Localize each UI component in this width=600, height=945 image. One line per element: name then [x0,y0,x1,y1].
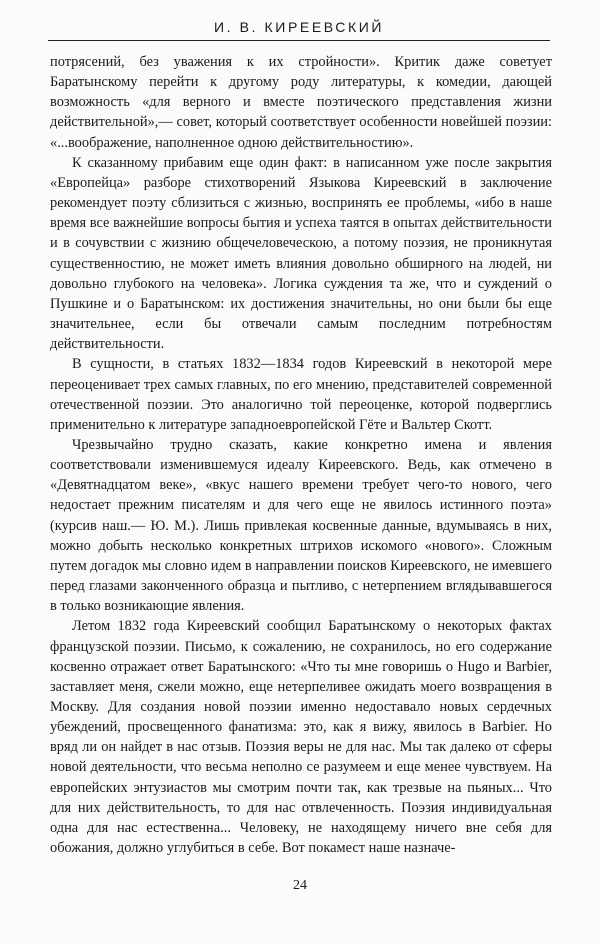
paragraph: К сказанному прибавим еще один факт: в написанном уже после закрытия «Европейца» разборе стихотворений Языкова Киреевский в заключение рекомендует поэту сблизиться с жизнью, воспринять ее проблемы, «ибо в наше время все важнейшие вопросы бытия и успеха таятся в опытах действительности и в сочувствии с жизнию общечеловеческою, а потому поэзия, не проникнутая существенностию, не может иметь влияния довольно обширного на людей, ни довольно глубокого на человека». Логика суждения та же, что и суждений о Пушкине и о Баратынском: их достижения значительны, но они были бы еще значительнее, если бы отвечали самым последним потребностям действительности. [50,154,552,353]
header-rule [48,40,550,41]
text-body [50,52,552,858]
page-number: 24 [293,878,307,893]
paragraph: Летом 1832 года Киреевский сообщил Баратынскому о некоторых фактах французской поэзии. Письмо, к сожалению, не сохранилось, но его содержание косвенно отражает ответ Баратынского: «Что ты мне говоришь о Hugo и Barbier, заставляет меня, сжели можно, еще нетерпеливее ожидать моего возвращения в Москву. Для создания новой поэзии именно недоставало новых сердечных убеждений, просвещенного фанатизма: это, как я вижу, явилось в Barbier. Но вряд ли он найдет в нас отзыв. Поэзия веры не для нас. Мы так далеко от сферы новой деятельности, что весьма неполно се разумеем и еще менее чувствуем. На европейских энтузиастов мы смотрим почти так, как трезвые на пьяных... Что для них действительность, то для нас отвлеченность. Поэзия индивидуальная одна для нас естественна... Человеку, не находящему ничего вне себя для обожания, должно углубиться в себе. Вот покамест наше назначе- [50,618,552,857]
running-title: И. В. КИРЕЕВСКИЙ [213,19,385,35]
paragraph: потрясений, без уважения к их стройности». Критик даже советует Баратынскому перейти к другому роду литературы, к комедии, дающей возможность «для верного и вместе поэтического представления жизни действительной»,— совет, который соответствует особенности новейшей поэзии: «...воображение, наполненное одною действительностию». [50,54,552,151]
paragraph: Чрезвычайно трудно сказать, какие конкретно имена и явления соответствовали изменившемуся идеалу Киреевского. Ведь, как отмечено в «Девятнадцатом веке», «вкус нашего времени требует чего-то нового, чего недостает прежним писателям и для чего еще не явилось истинного поэта» (курсив наш.— Ю. М.). Лишь привлекая косвенные данные, вдумываясь в них, можно добыть несколько конкретных штрихов искомого «нового». Сложным путем догадок мы словно идем в направлении поисков Киреевского, не имевшего перед глазами законченного образца и пытливо, с нетерпением вглядывавшегося в только возникающие явления. [50,436,552,615]
paragraph: В сущности, в статьях 1832—1834 годов Киреевский в некоторой мере переоценивает трех самых главных, по его мнению, представителей современной отечественной поэзии. Это аналогично той переоценке, которой подверглись применительно к литературе западноевропейской Гёте и Вальтер Скотт. [50,356,552,433]
running-header [48,0,550,46]
